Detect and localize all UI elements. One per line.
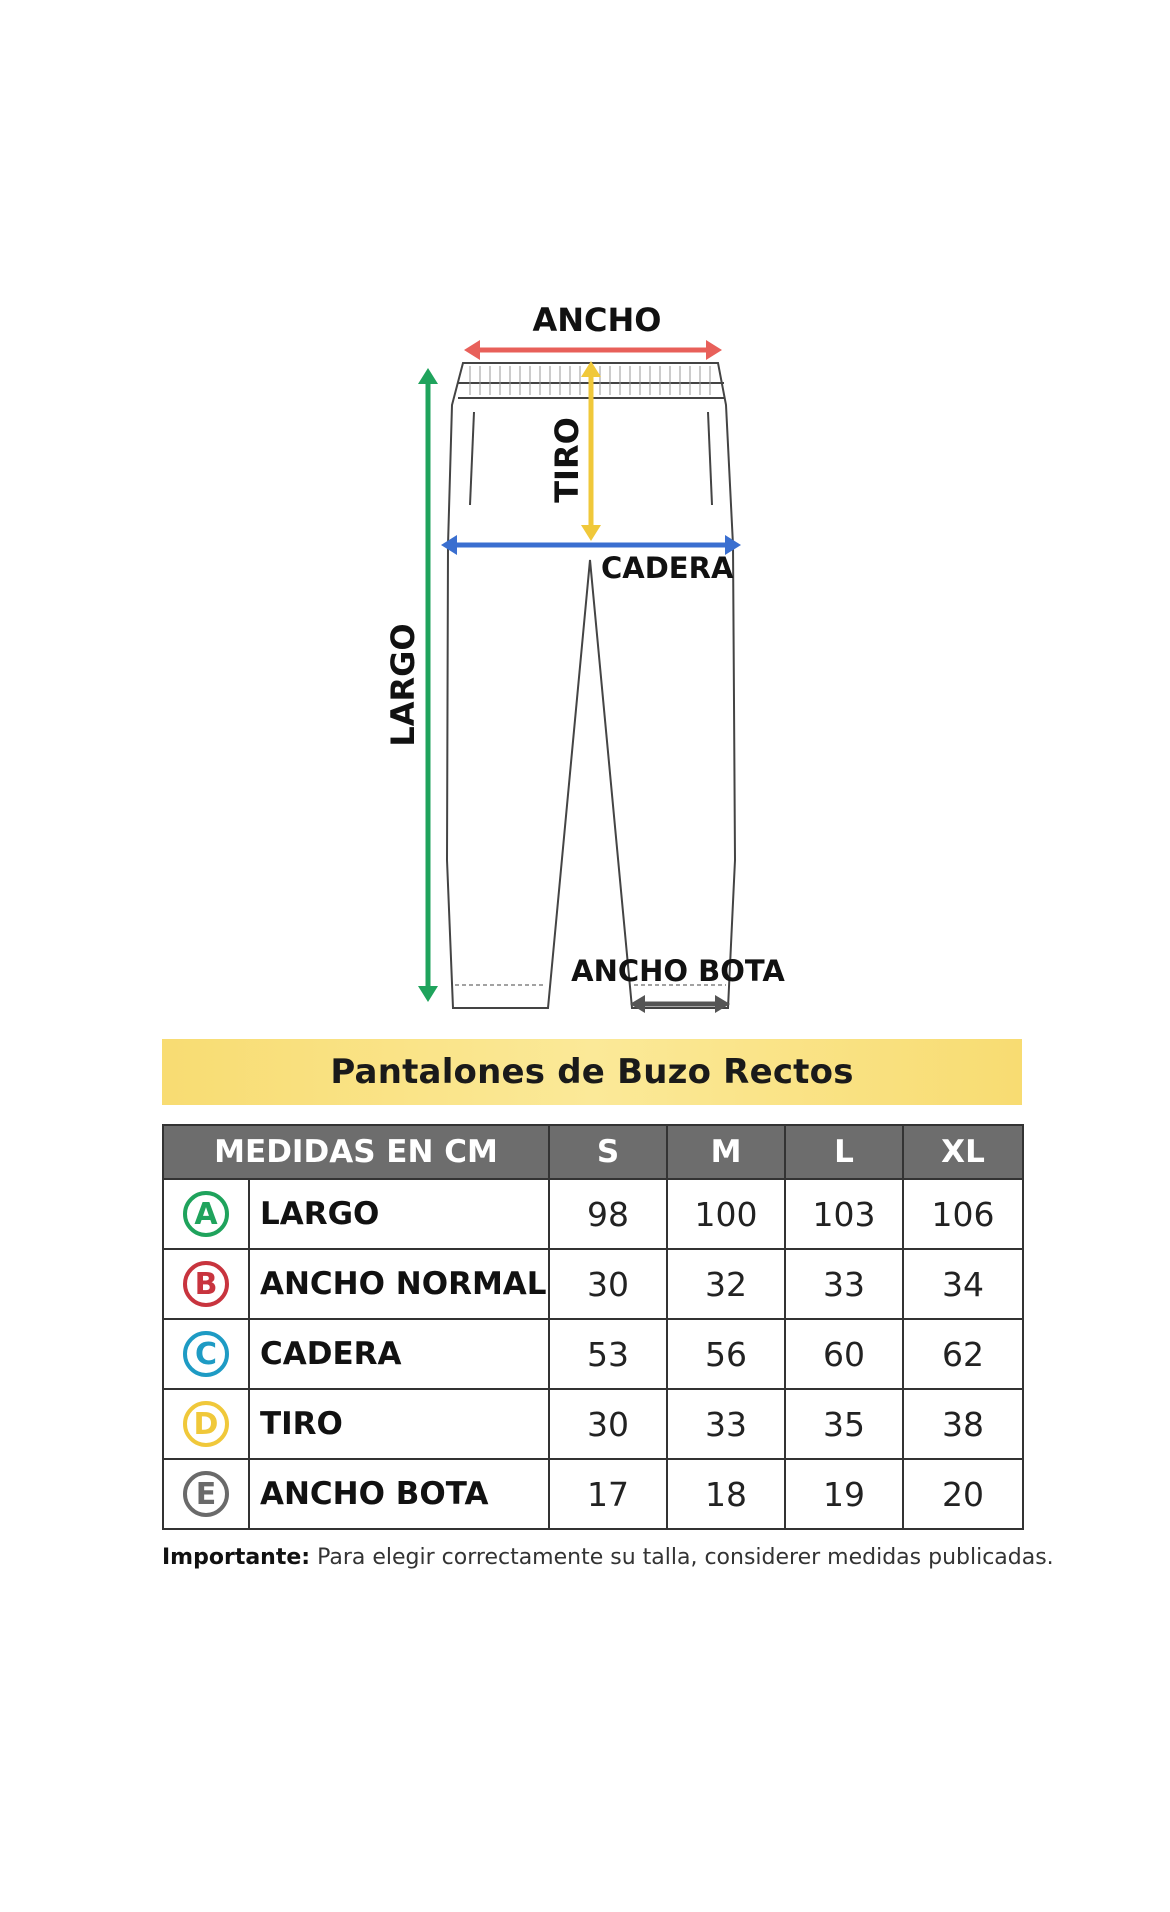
label-ancho-bota: ANCHO BOTA xyxy=(571,954,785,988)
value-cell: 98 xyxy=(549,1179,667,1249)
table-row xyxy=(163,1389,1023,1459)
important-note xyxy=(162,1545,1054,1570)
label-tiro: TIRO xyxy=(548,417,586,503)
table-row xyxy=(163,1459,1023,1529)
note-text: Para elegir correctamente su talla, considerer medidas publicadas. xyxy=(317,1545,1054,1570)
label-largo: LARGO xyxy=(384,623,422,747)
label-cadera: CADERA xyxy=(601,551,734,585)
value-cell: 33 xyxy=(785,1249,903,1319)
value-cell: 38 xyxy=(903,1389,1023,1459)
letter-a-badge: A xyxy=(183,1191,229,1237)
ancho-arrow xyxy=(464,340,722,360)
row-letter-cell xyxy=(163,1319,249,1389)
row-letter-cell xyxy=(163,1389,249,1459)
table-row xyxy=(163,1179,1023,1249)
value-cell: 17 xyxy=(549,1459,667,1529)
value-cell: 18 xyxy=(667,1459,785,1529)
header-size-s: S xyxy=(549,1125,667,1179)
row-name-cadera: CADERA xyxy=(249,1319,549,1389)
table-row xyxy=(163,1249,1023,1319)
value-cell: 30 xyxy=(549,1389,667,1459)
letter-e-badge: E xyxy=(183,1471,229,1517)
value-cell: 35 xyxy=(785,1389,903,1459)
table-row xyxy=(163,1319,1023,1389)
table-header-row xyxy=(163,1125,1023,1179)
value-cell: 103 xyxy=(785,1179,903,1249)
value-cell: 20 xyxy=(903,1459,1023,1529)
letter-b-badge: B xyxy=(183,1261,229,1307)
header-size-xl: XL xyxy=(903,1125,1023,1179)
value-cell: 106 xyxy=(903,1179,1023,1249)
header-size-l: L xyxy=(785,1125,903,1179)
label-ancho: ANCHO xyxy=(532,301,662,339)
letter-c-badge: C xyxy=(183,1331,229,1377)
header-measures: MEDIDAS EN CM xyxy=(163,1125,549,1179)
table-title: Pantalones de Buzo Rectos xyxy=(330,1052,854,1092)
header-size-m: M xyxy=(667,1125,785,1179)
value-cell: 100 xyxy=(667,1179,785,1249)
value-cell: 33 xyxy=(667,1389,785,1459)
value-cell: 30 xyxy=(549,1249,667,1319)
value-cell: 34 xyxy=(903,1249,1023,1319)
letter-d-badge: D xyxy=(183,1401,229,1447)
row-name-tiro: TIRO xyxy=(249,1389,549,1459)
row-name-ancho-normal: ANCHO NORMAL xyxy=(249,1249,549,1319)
row-name-ancho-bota: ANCHO BOTA xyxy=(249,1459,549,1529)
value-cell: 60 xyxy=(785,1319,903,1389)
title-banner xyxy=(162,1039,1022,1105)
row-name-largo: LARGO xyxy=(249,1179,549,1249)
size-table xyxy=(162,1124,1024,1530)
value-cell: 32 xyxy=(667,1249,785,1319)
value-cell: 62 xyxy=(903,1319,1023,1389)
value-cell: 53 xyxy=(549,1319,667,1389)
row-letter-cell xyxy=(163,1459,249,1529)
note-label: Importante: xyxy=(162,1545,311,1570)
row-letter-cell xyxy=(163,1249,249,1319)
value-cell: 56 xyxy=(667,1319,785,1389)
value-cell: 19 xyxy=(785,1459,903,1529)
row-letter-cell xyxy=(163,1179,249,1249)
